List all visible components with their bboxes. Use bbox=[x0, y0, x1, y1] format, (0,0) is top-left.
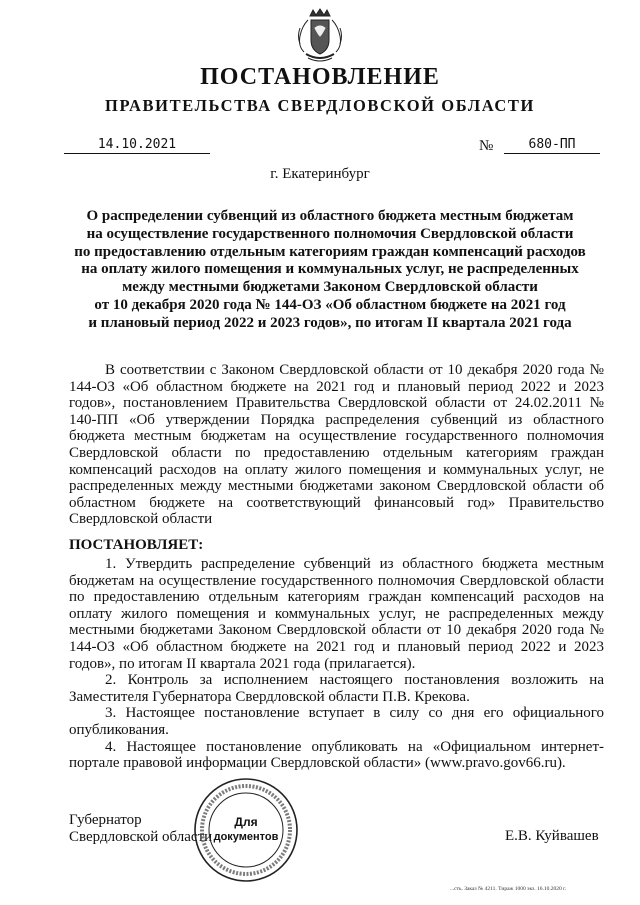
signatory-title: Губернатор bbox=[69, 812, 142, 828]
stamp-text-line: документов bbox=[213, 831, 279, 843]
title-line: О распределении субвенций из областного бюджета местным бюджетам bbox=[86, 208, 574, 224]
stamp-text-line: Для bbox=[234, 815, 258, 829]
title-line: на оплату жилого помещения и коммунальных услуг, не распределенных bbox=[81, 261, 579, 278]
print-footer-note: ...сть. Заказ № 4211. Тираж 1000 экз. 16.10.2020 г. bbox=[450, 886, 567, 892]
document-date: 14.10.2021 bbox=[64, 137, 210, 154]
title-line: по предоставлению отдельным категориям граждан компенсаций расходов bbox=[74, 243, 586, 260]
title-line: между местными бюджетами Законом Свердловской области bbox=[122, 279, 538, 296]
resolution-item: 3. Настоящее постановление вступает в силу со дня его официального опубликования. bbox=[69, 705, 604, 738]
title-line: на осуществление государственного полномочия Свердловской области bbox=[86, 225, 574, 242]
signatory-position bbox=[69, 812, 212, 846]
preamble-paragraph: В соответствии с Законом Свердловской области от 10 декабря 2020 года № 144-ОЗ «Об областном бюджете на 2021 год и плановый период 2022 и 2023 годов», постановлением Правительства Свердловской области от 24.02.2011 № 140-ПП «Об утверждении Порядка распределения субвенций из областного бюджета местным бюджетам на осуществление государственного полномочия Свердловской области по предоставлению отдельным категориям граждан компенсаций расходов на оплату жилого помещения и коммунальных услуг, не распределенных между местными бюджетами законом Свердловской области об областном бюджете на соответствующий финансовый год» Правительство Свердловской области bbox=[69, 362, 604, 528]
title-line: и плановый период 2022 и 2023 годов», по итогам II квартала 2021 года bbox=[88, 314, 572, 331]
resolution-item: 2. Контроль за исполнением настоящего постановления возложить на Заместителя Губернатора Свердловской области П.В. Крекова. bbox=[69, 672, 604, 705]
preamble-block bbox=[69, 362, 604, 528]
document-title bbox=[70, 208, 590, 333]
issuing-authority: ПРАВИТЕЛЬСТВА СВЕРДЛОВСКОЙ ОБЛАСТИ bbox=[105, 96, 535, 115]
title-line: от 10 декабря 2020 года № 144-ОЗ «Об областном бюджете на 2021 год bbox=[94, 296, 566, 313]
document-number: 680-ПП bbox=[504, 137, 600, 154]
city: г. Екатеринбург bbox=[270, 166, 370, 182]
document-type: ПОСТАНОВЛЕНИЕ bbox=[200, 64, 440, 90]
signatory-region: Свердловской области bbox=[69, 829, 213, 845]
resolution-items bbox=[69, 556, 604, 772]
resolves-heading: ПОСТАНОВЛЯЕТ: bbox=[69, 537, 204, 553]
round-stamp-icon bbox=[192, 776, 300, 884]
coat-of-arms-icon bbox=[296, 6, 344, 66]
resolution-item: 1. Утвердить распределение субвенций из областного бюджета местным бюджетам на осуществление государственного полномочия Свердловской области по предоставлению отдельным категориям граждан компенсаций расходов на оплату жилого помещения и коммунальных услуг, не распределенных между местными бюджетами Законом Свердловской области от 10 декабря 2020 года № 144-ОЗ «Об областном бюджете на 2021 год и плановый период 2022 и 2023 годов», по итогам II квартала 2021 года (прилагается). bbox=[69, 556, 604, 672]
number-sign: № bbox=[479, 138, 494, 154]
resolution-item: 4. Настоящее постановление опубликовать на «Официальном интернет-портале правовой информации Свердловской области» (www.pravo.gov66.ru). bbox=[69, 738, 604, 772]
signatory-name: Е.В. Куйвашев bbox=[505, 828, 599, 844]
